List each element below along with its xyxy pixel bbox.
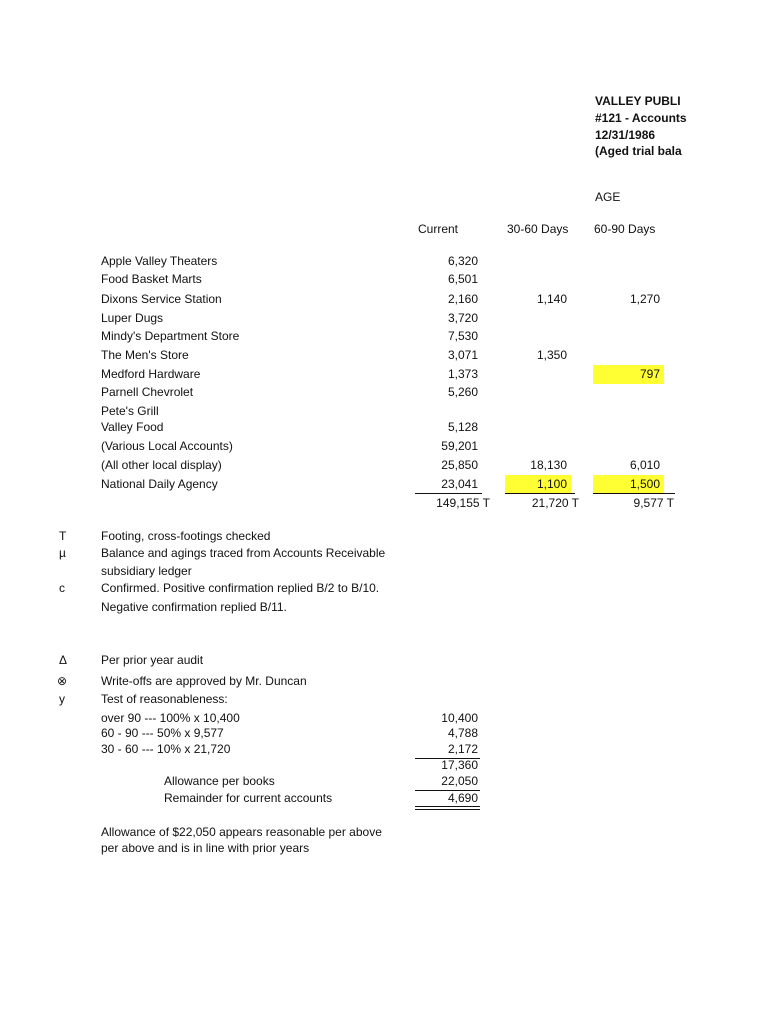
- tickmark-text: Test of reasonableness:: [101, 692, 228, 706]
- tickmark-symbol: ⊗: [57, 674, 68, 688]
- tickmark-symbol: c: [59, 581, 65, 595]
- customer-name: Luper Dugs: [101, 311, 164, 325]
- company-title: VALLEY PUBLI: [595, 94, 681, 108]
- report-date: 12/31/1986: [595, 128, 656, 142]
- current-amount: 3,071: [447, 348, 478, 362]
- total-rule-current: [415, 493, 482, 494]
- amount-30-60: 18,130: [530, 458, 567, 472]
- customer-name: Dixons Service Station: [101, 292, 222, 306]
- customer-name: (All other local display): [101, 458, 222, 472]
- amount-60-90: 6,010: [629, 458, 660, 472]
- customer-name: Medford Hardware: [101, 367, 201, 381]
- allowance-value: 22,050: [441, 774, 478, 788]
- current-amount: 5,260: [447, 385, 478, 399]
- tickmark-text: Footing, cross-footings checked: [101, 529, 271, 543]
- tickmark-text: Balance and agings traced from Accounts Receivable: [101, 546, 386, 560]
- current-amount: 5,128: [447, 420, 478, 434]
- conclusion-line: per above and is in line with prior years: [101, 841, 310, 855]
- test-label: 30 - 60 --- 10% x 21,720: [101, 742, 231, 756]
- total-rule-60-90: [593, 493, 675, 494]
- customer-name: Parnell Chevrolet: [101, 385, 194, 399]
- col-header-60-90: 60-90 Days: [594, 222, 656, 236]
- customer-name: (Various Local Accounts): [101, 439, 233, 453]
- customer-name: Food Basket Marts: [101, 272, 202, 286]
- test-total: 17,360: [441, 758, 478, 772]
- col-header-current: Current: [418, 222, 459, 236]
- customer-name: Apple Valley Theaters: [101, 254, 218, 268]
- customer-name: Pete's Grill: [101, 404, 159, 418]
- current-amount: 25,850: [441, 458, 478, 472]
- tickmark-symbol: µ: [59, 546, 66, 560]
- amount-30-60: 1,140: [536, 292, 567, 306]
- allowance-label: Allowance per books: [164, 774, 275, 788]
- tickmark-symbol: T: [59, 529, 67, 543]
- age-label: AGE: [595, 190, 621, 204]
- double-rule-top: [415, 806, 480, 807]
- current-amount: 6,501: [447, 272, 478, 286]
- test-value: 10,400: [441, 711, 478, 725]
- tickmark-symbol: y: [59, 692, 65, 706]
- total-60-90: 9,577 T: [633, 496, 674, 510]
- test-label: 60 - 90 --- 50% x 9,577: [101, 726, 224, 740]
- account-title: #121 - Accounts: [595, 111, 687, 125]
- tickmark-text: Write-offs are approved by Mr. Duncan: [101, 674, 307, 688]
- amount-30-60: 1,350: [536, 348, 567, 362]
- amount-60-90: 797: [639, 367, 660, 381]
- tickmark-text: Negative confirmation replied B/11.: [101, 600, 287, 614]
- current-amount: 59,201: [441, 439, 478, 453]
- customer-name: National Daily Agency: [101, 477, 218, 491]
- test-value: 4,788: [447, 726, 478, 740]
- tickmark-text: Confirmed. Positive confirmation replied B/2 to B/10.: [101, 581, 380, 595]
- remainder-value: 4,690: [447, 791, 478, 805]
- total-current: 149,155 T: [436, 496, 490, 510]
- current-amount: 6,320: [447, 254, 478, 268]
- remainder-label: Remainder for current accounts: [164, 791, 333, 805]
- col-header-30-60: 30-60 Days: [507, 222, 569, 236]
- customer-name: Mindy's Department Store: [101, 329, 240, 343]
- amount-60-90: 1,500: [629, 477, 660, 491]
- test-value: 2,172: [447, 742, 478, 756]
- customer-name: Valley Food: [101, 420, 164, 434]
- current-amount: 1,373: [447, 367, 478, 381]
- report-subtitle: (Aged trial bala: [595, 144, 682, 158]
- conclusion-line: Allowance of $22,050 appears reasonable per above: [101, 825, 382, 839]
- current-amount: 3,720: [447, 311, 478, 325]
- tickmark-text: Per prior year audit: [101, 653, 204, 667]
- tickmark-symbol: Δ: [59, 653, 68, 667]
- current-amount: 2,160: [447, 292, 478, 306]
- current-amount: 7,530: [447, 329, 478, 343]
- tickmark-text: subsidiary ledger: [101, 564, 192, 578]
- customer-name: The Men's Store: [101, 348, 189, 362]
- total-rule-30-60: [505, 493, 575, 494]
- current-amount: 23,041: [441, 477, 478, 491]
- amount-60-90: 1,270: [629, 292, 660, 306]
- double-rule-bottom: [415, 809, 480, 810]
- total-30-60: 21,720 T: [531, 496, 579, 510]
- test-label: over 90 --- 100% x 10,400: [101, 711, 240, 725]
- amount-30-60: 1,100: [536, 477, 567, 491]
